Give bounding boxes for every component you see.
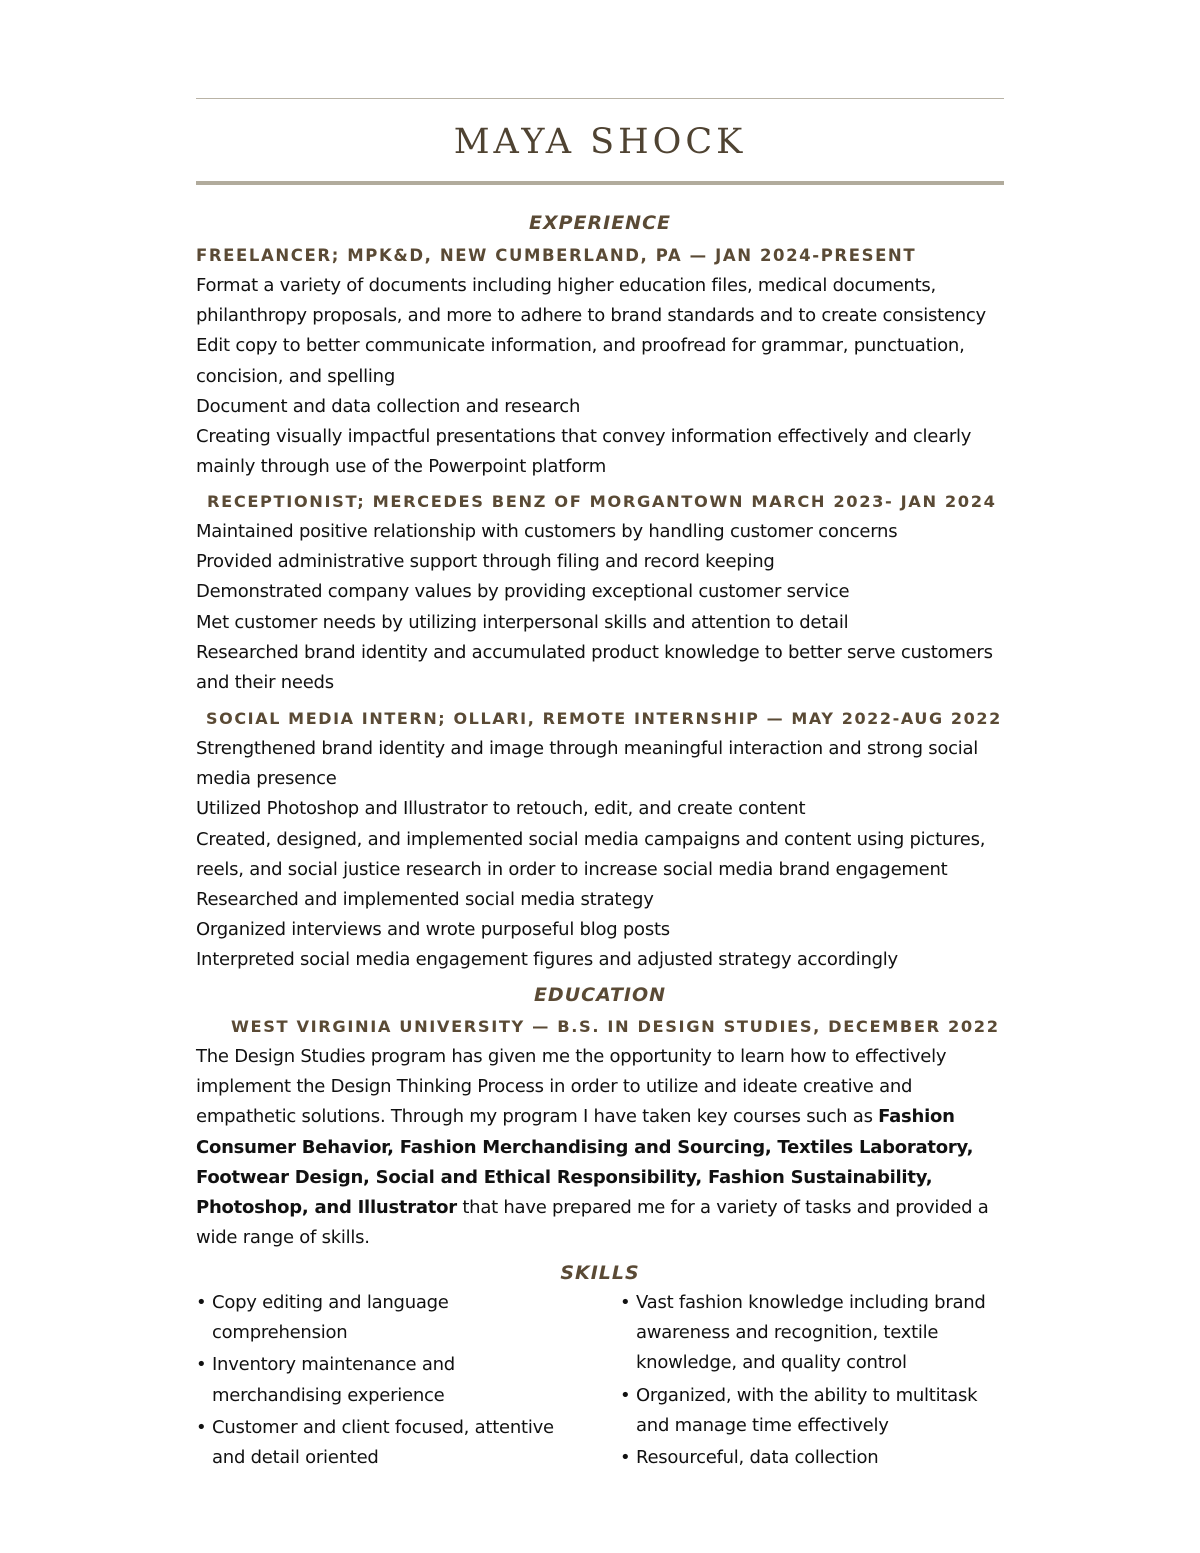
description-line: Creating visually impactful presentations that convey information effectively and clearly	[196, 425, 972, 447]
course-list-text: Photoshop, and Illustrator	[196, 1196, 457, 1218]
header-divider	[196, 181, 1004, 185]
course-list-text: Fashion	[878, 1106, 955, 1128]
description-line: Maintained positive relationship with customers by handling customer concerns	[196, 521, 898, 542]
description-line: philanthropy proposals, and more to adhere to brand standards and to create consistency	[196, 305, 986, 327]
description-line: Provided administrative support through filing and record keeping	[196, 551, 775, 573]
skill-text-line: Inventory maintenance and	[212, 1354, 455, 1376]
course-list-line: Footwear Design, Social and Ethical Responsibility, Fashion Sustainability,	[196, 1166, 933, 1188]
skill-item	[196, 1413, 576, 1473]
skill-item	[196, 1288, 576, 1348]
top-divider	[196, 98, 1004, 99]
skill-item	[620, 1381, 1000, 1441]
description-line: wide range of skills.	[196, 1227, 370, 1249]
skill-item	[196, 1350, 576, 1410]
education-title: WEST VIRGINIA UNIVERSITY — B.S. IN DESIGN STUDIES, DECEMBER 2022	[231, 1017, 1000, 1036]
description-line: Organized interviews and wrote purposeful blog posts	[196, 919, 670, 941]
skill-text-line: comprehension	[212, 1322, 348, 1344]
description-line: Met customer needs by utilizing interpersonal skills and attention to detail	[196, 611, 849, 633]
skill-text-line: Customer and client focused, attentive	[212, 1416, 554, 1438]
description-line	[196, 1193, 1004, 1223]
description-line: The Design Studies program has given me the opportunity to learn how to effectively	[196, 1046, 947, 1067]
skills-column-right	[620, 1288, 1000, 1475]
description-line: Demonstrated company values by providing exceptional customer service	[196, 581, 850, 603]
description-line: Utilized Photoshop and Illustrator to retouch, edit, and create content	[196, 798, 806, 820]
description-line: media presence	[196, 768, 337, 790]
skill-text-line: merchandising experience	[212, 1384, 445, 1406]
skill-text-line: and detail oriented	[212, 1447, 379, 1469]
description-line: Strengthened brand identity and image through meaningful interaction and strong social	[196, 738, 979, 759]
job-description-social-media-intern	[196, 734, 1004, 976]
description-text: that have prepared me for a variety of tasks and provided a	[456, 1196, 989, 1218]
bullet-icon: •	[196, 1416, 207, 1438]
description-line: Format a variety of documents including higher education files, medical documents,	[196, 275, 936, 296]
education-heading: EDUCATION	[533, 984, 667, 1006]
skills-column-left	[196, 1288, 576, 1475]
description-line: and their needs	[196, 671, 334, 693]
description-line: implement the Design Thinking Process in order to utilize and ideate creative and	[196, 1076, 913, 1098]
skill-text-line: Resourceful, data collection	[636, 1447, 879, 1469]
skill-text-line: awareness and recognition, textile	[636, 1322, 939, 1344]
skill-item	[620, 1443, 1000, 1473]
bullet-icon: •	[196, 1354, 207, 1376]
course-list-line: Consumer Behavior, Fashion Merchandising and Sourcing, Textiles Laboratory,	[196, 1136, 974, 1158]
job-description-freelancer	[196, 271, 1004, 482]
bullet-icon: •	[196, 1292, 207, 1313]
skill-text-line: Organized, with the ability to multitask	[636, 1384, 978, 1406]
skill-item	[620, 1288, 1000, 1379]
description-line: Edit copy to better communicate information, and proofread for grammar, punctuation,	[196, 335, 965, 357]
bullet-icon: •	[620, 1292, 631, 1313]
description-line: reels, and social justice research in order to increase social media brand engagement	[196, 858, 948, 880]
description-line: Researched brand identity and accumulated product knowledge to better serve customers	[196, 641, 993, 663]
skill-text-line: and manage time effectively	[636, 1414, 889, 1436]
description-text: empathetic solutions. Through my program I have taken key courses such as	[196, 1106, 879, 1128]
experience-heading: EXPERIENCE	[528, 212, 672, 234]
job-title-receptionist: RECEPTIONIST; MERCEDES BENZ OF MORGANTOWN MARCH 2023- JAN 2024	[207, 492, 997, 511]
description-line: mainly through use of the Powerpoint platform	[196, 456, 606, 478]
bullet-icon: •	[620, 1384, 631, 1406]
description-line: concision, and spelling	[196, 365, 396, 387]
description-line: Researched and implemented social media strategy	[196, 888, 654, 910]
description-line: Created, designed, and implemented social media campaigns and content using pictures,	[196, 828, 986, 850]
description-line	[196, 1102, 1004, 1132]
description-line: Document and data collection and research	[196, 395, 581, 417]
bullet-icon: •	[620, 1447, 631, 1469]
education-description	[196, 1042, 1004, 1253]
description-line: Interpreted social media engagement figures and adjusted strategy accordingly	[196, 949, 898, 971]
skills-heading: SKILLS	[560, 1262, 640, 1284]
skill-text-line: Copy editing and language	[212, 1292, 449, 1313]
job-title-social-media-intern: SOCIAL MEDIA INTERN; OLLARI, REMOTE INTERNSHIP — MAY 2022-AUG 2022	[206, 709, 1002, 728]
job-description-receptionist	[196, 517, 1004, 698]
skill-text-line: knowledge, and quality control	[636, 1352, 907, 1374]
job-title-freelancer: FREELANCER; MPK&D, NEW CUMBERLAND, PA — JAN 2024-PRESENT	[196, 246, 917, 265]
candidate-name: MAYA SHOCK	[453, 122, 747, 162]
skill-text-line: Vast fashion knowledge including brand	[636, 1292, 986, 1313]
